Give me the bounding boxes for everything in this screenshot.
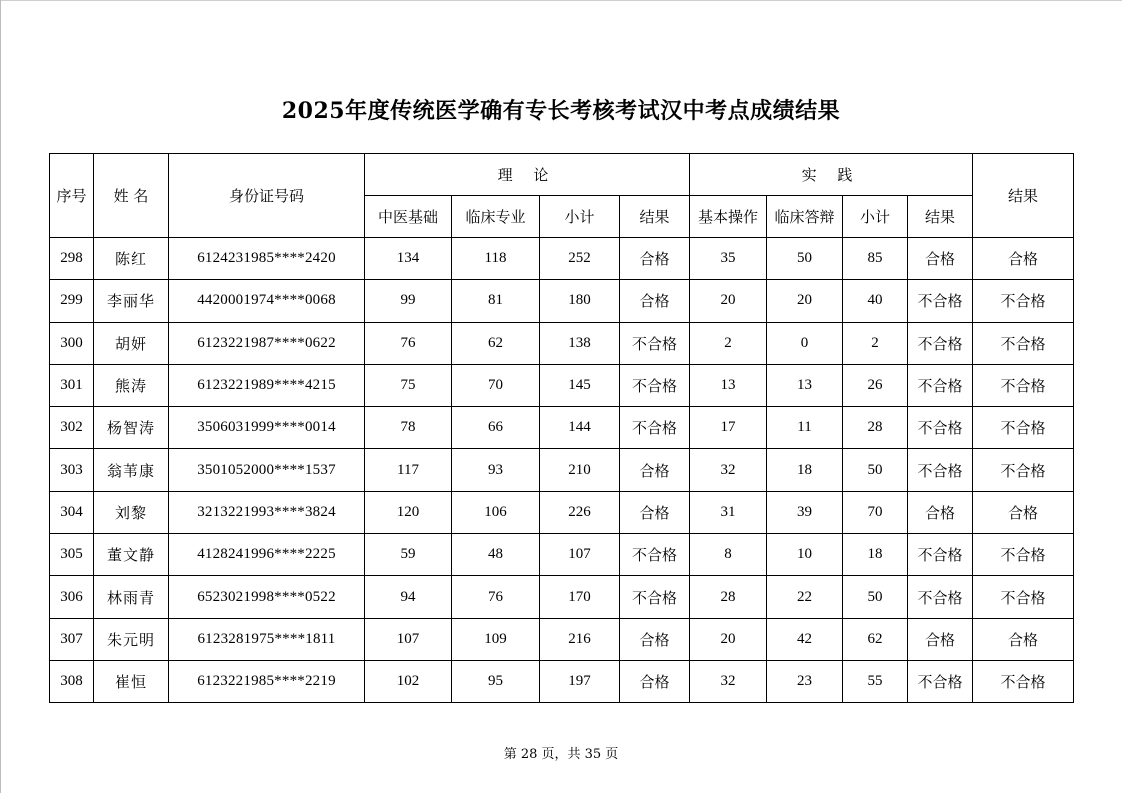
cell-theory-result: 合格 — [620, 449, 690, 491]
header-final-result: 结果 — [973, 154, 1074, 238]
table-row — [50, 491, 1074, 533]
cell-practice-result: 合格 — [908, 618, 973, 660]
cell-practice-result: 合格 — [908, 491, 973, 533]
cell-practice-subtotal: 18 — [843, 534, 908, 576]
cell-theory-base: 107 — [365, 618, 452, 660]
cell-final-result: 不合格 — [973, 576, 1074, 618]
cell-seq: 305 — [50, 534, 94, 576]
cell-practice-operation: 2 — [690, 322, 767, 364]
cell-name: 陈红 — [94, 238, 169, 280]
cell-practice-subtotal: 50 — [843, 576, 908, 618]
page-top-edge — [0, 0, 1122, 1]
cell-practice-defense: 18 — [767, 449, 843, 491]
cell-id: 4128241996****2225 — [169, 534, 365, 576]
cell-practice-defense: 13 — [767, 364, 843, 406]
table-header — [50, 154, 1074, 238]
cell-id: 6123221985****2219 — [169, 660, 365, 702]
cell-theory-subtotal: 216 — [540, 618, 620, 660]
cell-theory-subtotal: 226 — [540, 491, 620, 533]
cell-seq: 298 — [50, 238, 94, 280]
cell-practice-defense: 50 — [767, 238, 843, 280]
cell-theory-base: 134 — [365, 238, 452, 280]
cell-final-result: 不合格 — [973, 660, 1074, 702]
cell-practice-result: 不合格 — [908, 449, 973, 491]
cell-practice-defense: 23 — [767, 660, 843, 702]
cell-seq: 306 — [50, 576, 94, 618]
score-table — [49, 153, 1074, 703]
cell-theory-base: 94 — [365, 576, 452, 618]
cell-practice-operation: 20 — [690, 618, 767, 660]
cell-theory-result: 不合格 — [620, 576, 690, 618]
cell-name: 李丽华 — [94, 280, 169, 322]
cell-id: 6124231985****2420 — [169, 238, 365, 280]
cell-name: 杨智涛 — [94, 407, 169, 449]
cell-name: 朱元明 — [94, 618, 169, 660]
cell-practice-result: 不合格 — [908, 280, 973, 322]
cell-final-result: 合格 — [973, 618, 1074, 660]
cell-practice-defense: 22 — [767, 576, 843, 618]
cell-theory-clinical: 109 — [452, 618, 540, 660]
cell-theory-subtotal: 180 — [540, 280, 620, 322]
cell-theory-result: 不合格 — [620, 364, 690, 406]
header-practice-defense: 临床答辩 — [767, 196, 843, 238]
cell-practice-defense: 42 — [767, 618, 843, 660]
cell-practice-operation: 35 — [690, 238, 767, 280]
cell-theory-result: 合格 — [620, 238, 690, 280]
cell-final-result: 不合格 — [973, 280, 1074, 322]
cell-theory-result: 合格 — [620, 618, 690, 660]
cell-theory-result: 合格 — [620, 280, 690, 322]
cell-practice-subtotal: 28 — [843, 407, 908, 449]
cell-name: 熊涛 — [94, 364, 169, 406]
table-row — [50, 238, 1074, 280]
cell-theory-clinical: 81 — [452, 280, 540, 322]
cell-practice-subtotal: 50 — [843, 449, 908, 491]
cell-practice-result: 合格 — [908, 238, 973, 280]
cell-theory-subtotal: 138 — [540, 322, 620, 364]
cell-id: 6523021998****0522 — [169, 576, 365, 618]
cell-practice-operation: 8 — [690, 534, 767, 576]
header-practice-operation: 基本操作 — [690, 196, 767, 238]
cell-name: 胡妍 — [94, 322, 169, 364]
cell-theory-base: 75 — [365, 364, 452, 406]
header-theory-subtotal: 小计 — [540, 196, 620, 238]
cell-theory-base: 78 — [365, 407, 452, 449]
cell-practice-result: 不合格 — [908, 407, 973, 449]
header-seq: 序号 — [50, 154, 94, 238]
cell-theory-subtotal: 145 — [540, 364, 620, 406]
cell-theory-clinical: 95 — [452, 660, 540, 702]
cell-practice-subtotal: 85 — [843, 238, 908, 280]
cell-theory-subtotal: 210 — [540, 449, 620, 491]
header-row-top — [50, 154, 1074, 196]
cell-practice-operation: 32 — [690, 449, 767, 491]
cell-practice-operation: 17 — [690, 407, 767, 449]
page-footer: 第 28 页，共 35 页 — [503, 747, 619, 762]
cell-final-result: 不合格 — [973, 449, 1074, 491]
cell-practice-subtotal: 2 — [843, 322, 908, 364]
cell-theory-clinical: 62 — [452, 322, 540, 364]
cell-theory-result: 不合格 — [620, 322, 690, 364]
cell-name: 林雨青 — [94, 576, 169, 618]
cell-theory-subtotal: 197 — [540, 660, 620, 702]
cell-practice-subtotal: 55 — [843, 660, 908, 702]
table-row — [50, 660, 1074, 702]
cell-theory-base: 102 — [365, 660, 452, 702]
cell-seq: 302 — [50, 407, 94, 449]
header-theory-clinical: 临床专业 — [452, 196, 540, 238]
cell-seq: 300 — [50, 322, 94, 364]
cell-practice-result: 不合格 — [908, 660, 973, 702]
cell-seq: 299 — [50, 280, 94, 322]
cell-practice-subtotal: 62 — [843, 618, 908, 660]
cell-final-result: 不合格 — [973, 322, 1074, 364]
cell-theory-clinical: 118 — [452, 238, 540, 280]
cell-theory-subtotal: 170 — [540, 576, 620, 618]
cell-practice-defense: 11 — [767, 407, 843, 449]
header-practice: 实 践 — [690, 154, 973, 196]
table-row — [50, 576, 1074, 618]
cell-practice-result: 不合格 — [908, 576, 973, 618]
cell-practice-defense: 20 — [767, 280, 843, 322]
cell-theory-base: 117 — [365, 449, 452, 491]
cell-practice-defense: 0 — [767, 322, 843, 364]
cell-id: 3506031999****0014 — [169, 407, 365, 449]
cell-name: 翁苇康 — [94, 449, 169, 491]
header-name: 姓 名 — [94, 154, 169, 238]
header-practice-subtotal: 小计 — [843, 196, 908, 238]
cell-theory-subtotal: 144 — [540, 407, 620, 449]
cell-final-result: 不合格 — [973, 364, 1074, 406]
cell-theory-clinical: 93 — [452, 449, 540, 491]
cell-seq: 307 — [50, 618, 94, 660]
table-row — [50, 364, 1074, 406]
cell-practice-operation: 13 — [690, 364, 767, 406]
cell-theory-result: 合格 — [620, 491, 690, 533]
cell-theory-subtotal: 252 — [540, 238, 620, 280]
cell-theory-clinical: 66 — [452, 407, 540, 449]
header-theory-result: 结果 — [620, 196, 690, 238]
cell-practice-defense: 39 — [767, 491, 843, 533]
cell-id: 3213221993****3824 — [169, 491, 365, 533]
cell-practice-subtotal: 40 — [843, 280, 908, 322]
cell-theory-clinical: 70 — [452, 364, 540, 406]
cell-practice-subtotal: 70 — [843, 491, 908, 533]
cell-theory-base: 99 — [365, 280, 452, 322]
cell-practice-operation: 32 — [690, 660, 767, 702]
cell-theory-base: 76 — [365, 322, 452, 364]
cell-id: 4420001974****0068 — [169, 280, 365, 322]
cell-practice-subtotal: 26 — [843, 364, 908, 406]
cell-practice-result: 不合格 — [908, 364, 973, 406]
cell-id: 6123221989****4215 — [169, 364, 365, 406]
cell-practice-result: 不合格 — [908, 534, 973, 576]
table-row — [50, 534, 1074, 576]
cell-theory-base: 59 — [365, 534, 452, 576]
cell-practice-defense: 10 — [767, 534, 843, 576]
cell-practice-operation: 20 — [690, 280, 767, 322]
cell-name: 刘黎 — [94, 491, 169, 533]
cell-seq: 301 — [50, 364, 94, 406]
cell-theory-result: 不合格 — [620, 407, 690, 449]
cell-seq: 308 — [50, 660, 94, 702]
cell-final-result: 合格 — [973, 238, 1074, 280]
cell-seq: 304 — [50, 491, 94, 533]
cell-final-result: 合格 — [973, 491, 1074, 533]
header-theory: 理 论 — [365, 154, 690, 196]
header-id: 身份证号码 — [169, 154, 365, 238]
cell-theory-clinical: 48 — [452, 534, 540, 576]
cell-practice-operation: 31 — [690, 491, 767, 533]
cell-theory-subtotal: 107 — [540, 534, 620, 576]
header-theory-base: 中医基础 — [365, 196, 452, 238]
table-body — [50, 238, 1074, 703]
cell-final-result: 不合格 — [973, 534, 1074, 576]
header-practice-result: 结果 — [908, 196, 973, 238]
cell-id: 6123281975****1811 — [169, 618, 365, 660]
table-row — [50, 449, 1074, 491]
cell-final-result: 不合格 — [973, 407, 1074, 449]
cell-practice-result: 不合格 — [908, 322, 973, 364]
cell-id: 3501052000****1537 — [169, 449, 365, 491]
cell-id: 6123221987****0622 — [169, 322, 365, 364]
cell-practice-operation: 28 — [690, 576, 767, 618]
cell-theory-clinical: 106 — [452, 491, 540, 533]
cell-name: 崔恒 — [94, 660, 169, 702]
table-row — [50, 280, 1074, 322]
cell-theory-base: 120 — [365, 491, 452, 533]
cell-theory-clinical: 76 — [452, 576, 540, 618]
document-title: 2025年度传统医学确有专长考核考试汉中考点成绩结果 — [281, 98, 841, 124]
cell-seq: 303 — [50, 449, 94, 491]
table-row — [50, 407, 1074, 449]
cell-theory-result: 合格 — [620, 660, 690, 702]
cell-theory-result: 不合格 — [620, 534, 690, 576]
cell-name: 董文静 — [94, 534, 169, 576]
table-row — [50, 322, 1074, 364]
table-row — [50, 618, 1074, 660]
